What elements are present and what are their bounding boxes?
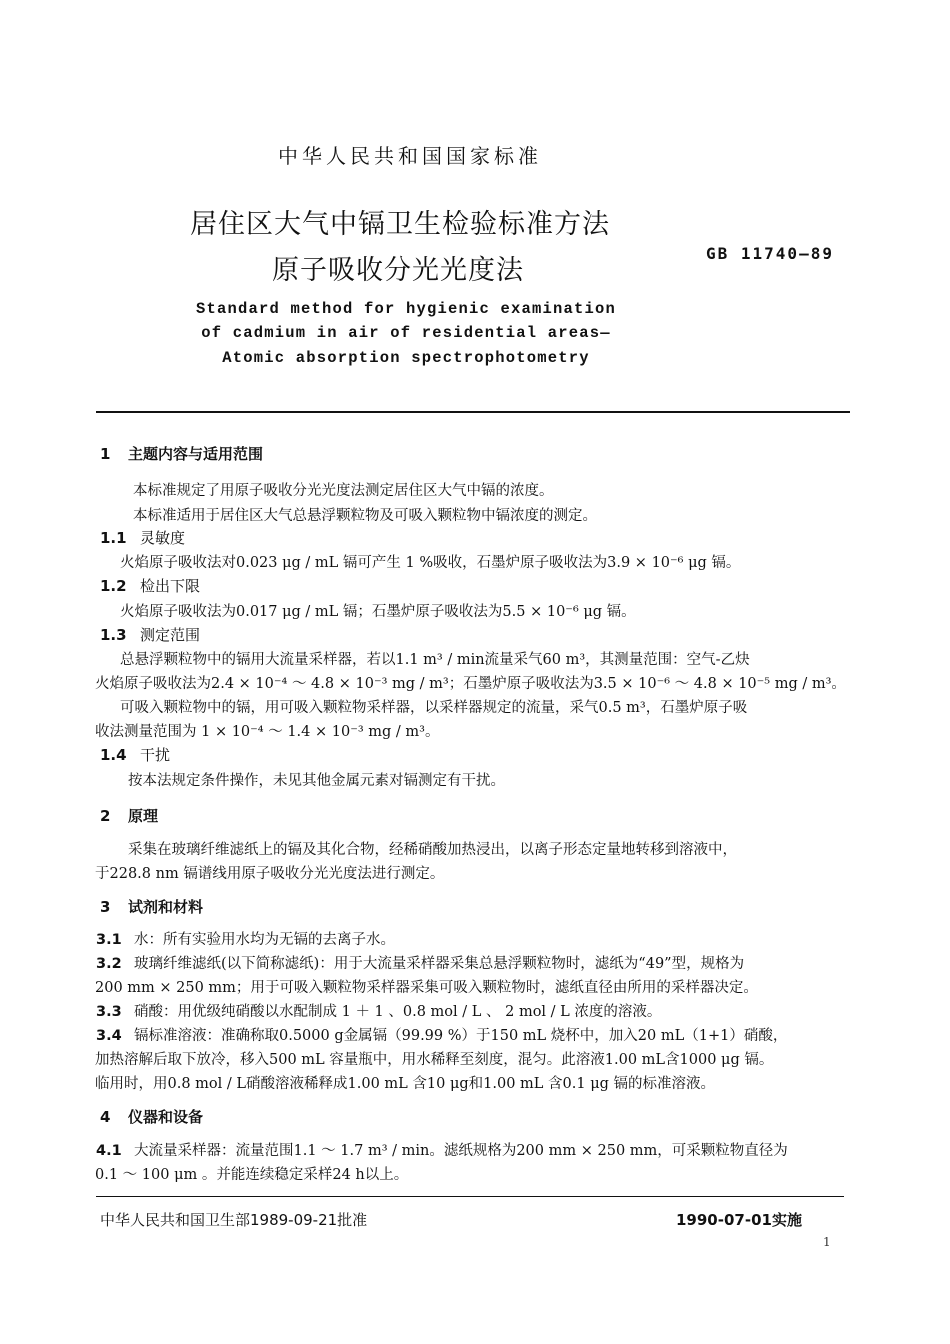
approval-note: 中华人民共和国卫生部1989-09-21批准 — [100, 1211, 368, 1229]
title-line-2: 原子吸收分光光度法 — [272, 255, 524, 286]
section-4-1-line-1: 4.1 大流量采样器：流量范围1.1 ～ 1.7 m³ / min。滤纸规格为200 mm × 250 mm，可采颗粒物直径为 — [96, 1143, 788, 1159]
country-standard-label: 中华人民共和国国家标准 — [278, 144, 542, 168]
section-2-heading: 2 原理 — [100, 807, 159, 825]
section-4-1-line-2: 0.1 ～ 100 μm 。并能连续稳定采样24 h以上。 — [95, 1167, 409, 1183]
english-title-line-1: Standard method for hygienic examination — [195, 300, 617, 318]
section-1-3-line-1: 总悬浮颗粒物中的镉用大流量采样器，若以1.1 m³ / min流量采气60 m³，其测量范围：空气-乙炔 — [120, 652, 750, 668]
section-1-3-line-3: 可吸入颗粒物中的镉，用可吸入颗粒物采样器，以采样器规定的流量，采气0.5 m³，石墨炉原子吸 — [120, 700, 748, 716]
section-1-4-heading: 1.4 干扰 — [100, 746, 171, 764]
footer-divider — [96, 1196, 844, 1197]
section-1-1-text: 火焰原子吸收法对0.023 μg / mL 镉可产生 1 %吸收，石墨炉原子吸收法为3.9 × 10⁻⁶ μg 镉。 — [120, 555, 741, 571]
section-3-2-line-2: 200 mm × 250 mm；用于可吸入颗粒物采样器采集可吸入颗粒物时，滤纸直径由所用的采样器决定。 — [95, 980, 758, 996]
section-3-4-line-2: 加热溶解后取下放冷，移入500 mL 容量瓶中，用水稀释至刻度，混匀。此溶液1.00 mL含1000 μg 镉。 — [95, 1052, 774, 1068]
page-number: 1 — [823, 1235, 831, 1249]
effective-date: 1990-07-01实施 — [676, 1211, 802, 1229]
section-1-2-heading: 1.2 检出下限 — [100, 577, 201, 595]
section-4-heading: 4 仪器和设备 — [100, 1108, 204, 1126]
english-title-line-2: of cadmium in air of residential areas— — [201, 324, 611, 342]
section-1-2-text: 火焰原子吸收法为0.017 μg / mL 镉；石墨炉原子吸收法为5.5 × 10⁻⁶ μg 镉。 — [120, 604, 636, 620]
header-divider — [96, 411, 850, 413]
section-1-3-line-2: 火焰原子吸收法为2.4 × 10⁻⁴ ～ 4.8 × 10⁻³ mg / m³；石墨炉原子吸收法为3.5 × 10⁻⁶ ～ 4.8 × 10⁻⁵ mg / m³。 — [95, 676, 846, 692]
section-3-heading: 3 试剂和材料 — [100, 898, 204, 916]
standard-code: GB 11740—89 — [706, 244, 834, 263]
section-1-paragraph-2: 本标准适用于居住区大气总悬浮颗粒物及可吸入颗粒物中镉浓度的测定。 — [133, 508, 597, 524]
title-line-1: 居住区大气中镉卫生检验标准方法 — [190, 209, 610, 240]
english-title-line-3: Atomic absorption spectrophotometry — [222, 349, 590, 367]
section-3-4-line-3: 临用时，用0.8 mol / L硝酸溶液稀释成1.00 mL 含10 μg和1.00 mL 含0.1 μg 镉的标准溶液。 — [95, 1076, 716, 1092]
section-1-heading: 1 主题内容与适用范围 — [100, 445, 264, 463]
section-1-3-line-4: 收法测量范围为 1 × 10⁻⁴ ～ 1.4 × 10⁻³ mg / m³。 — [95, 724, 440, 740]
section-1-3-heading: 1.3 测定范围 — [100, 626, 201, 644]
section-3-3-text: 3.3 硝酸：用优级纯硝酸以水配制成 1 ＋ 1 、0.8 mol / L 、 2 mol / L 浓度的溶液。 — [96, 1004, 662, 1020]
section-2-line-2: 于228.8 nm 镉谱线用原子吸收分光光度法进行测定。 — [95, 866, 445, 882]
section-3-4-line-1: 3.4 镉标准溶液：准确称取0.5000 g金属镉（99.99 %）于150 mL 烧杯中，加入20 mL（1+1）硝酸， — [96, 1028, 788, 1044]
section-1-4-text: 按本法规定条件操作，未见其他金属元素对镉测定有干扰。 — [128, 773, 505, 789]
section-1-1-heading: 1.1 灵敏度 — [100, 529, 186, 547]
section-1-paragraph-1: 本标准规定了用原子吸收分光光度法测定居住区大气中镉的浓度。 — [133, 483, 554, 499]
section-2-line-1: 采集在玻璃纤维滤纸上的镉及其化合物，经稀硝酸加热浸出，以离子形态定量地转移到溶液中， — [128, 842, 737, 858]
section-3-2-line-1: 3.2 玻璃纤维滤纸(以下简称滤纸)：用于大流量采样器采集总悬浮颗粒物时，滤纸为“49”型，规格为 — [96, 956, 745, 972]
section-3-1-text: 3.1 水：所有实验用水均为无镉的去离子水。 — [96, 932, 395, 948]
